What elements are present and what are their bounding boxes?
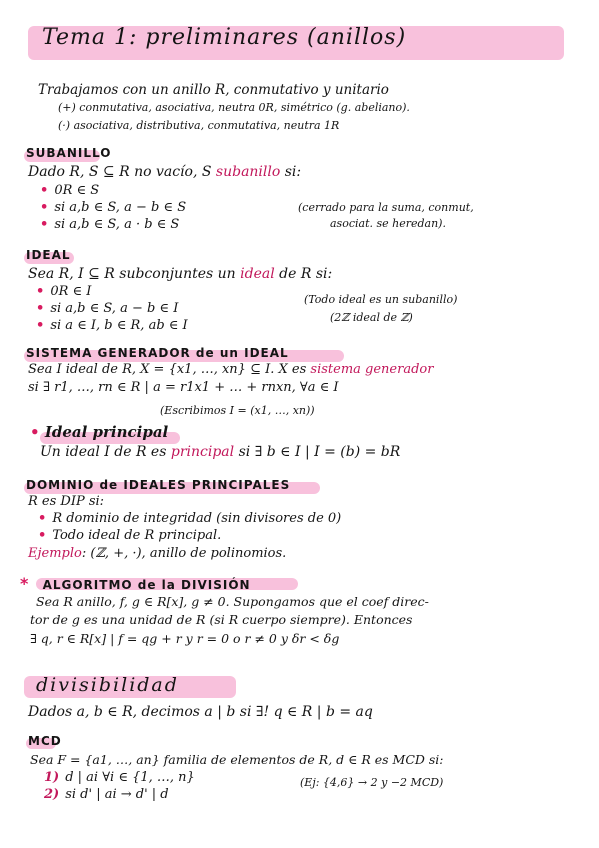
subanillo-heading: SUBANILLO (26, 146, 112, 160)
ideal-item-3 (36, 318, 188, 334)
ideal-note-2: (2ℤ ideal de ℤ) (330, 311, 413, 324)
mcd-heading: MCD (28, 734, 62, 748)
subanillo-definition (28, 164, 301, 180)
subanillo-def-start: Dado R, S ⊆ R no vacío, S (28, 164, 216, 180)
division-heading (20, 574, 251, 593)
mcd-item-2-number: 2) (44, 787, 60, 802)
subanillo-item-text: si a,b ∈ S, a − b ∈ S (54, 200, 187, 215)
principal-line-end: si ∃ b ∈ I | I = (b) = bR (234, 444, 401, 460)
ideal-def-start: Sea R, I ⊆ R subconjuntes un (28, 266, 241, 282)
ideal-item-1 (36, 284, 91, 300)
ideal-term: ideal (240, 266, 275, 282)
subanillo-def-end: si: (280, 164, 302, 180)
dip-item-2 (38, 528, 221, 544)
ideal-heading: IDEAL (26, 248, 71, 262)
subanillo-item-3 (40, 217, 179, 233)
mcd-item-1 (44, 770, 195, 786)
bullet-icon: • (38, 511, 47, 526)
principal-term: principal (170, 444, 235, 460)
dip-line-1: R es DIP si: (28, 494, 105, 509)
ideal-definition (28, 266, 332, 282)
principal-heading-text: Ideal principal (44, 423, 169, 441)
mcd-item-1-text: d | ai ∀i ∈ {1, …, n} (65, 770, 195, 785)
sistema-term: sistema generador (310, 362, 434, 377)
division-line-2: tor de g es una unidad de R (si R cuerpo siempre). Entonces (30, 612, 413, 627)
intro-line-3: (·) asociativa, distributiva, conmutativa, neutra 1R (58, 119, 340, 132)
divisibilidad-line: Dados a, b ∈ R, decimos a | b si ∃! q ∈ R | b = aq (28, 704, 373, 720)
division-line-1: Sea R anillo, f, g ∈ R[x], g ≠ 0. Supongamos que el coef direc- (36, 594, 429, 609)
subanillo-note-2: asociat. se heredan). (330, 217, 446, 230)
ideal-note-1: (Todo ideal es un subanillo) (304, 293, 458, 306)
dip-item-1 (38, 511, 341, 527)
subanillo-item-1 (40, 183, 99, 199)
bullet-icon: • (36, 301, 45, 316)
subanillo-item-2 (40, 200, 186, 216)
principal-line (40, 444, 400, 460)
ideal-item-text: 0R ∈ I (50, 284, 92, 299)
principal-line-start: Un ideal I de R es (40, 444, 171, 460)
bullet-icon: • (40, 200, 49, 215)
bullet-icon: • (40, 183, 49, 198)
bullet-icon: • (38, 528, 47, 543)
sistema-line-2: si ∃ r1, …, rn ∈ R | a = r1x1 + … + rnxn, ∀a ∈ I (28, 380, 339, 395)
division-line-3: ∃ q, r ∈ R[x] | f = qg + r y r = 0 o r ≠ 0 y δr < δg (30, 631, 340, 646)
ideal-item-text: si a,b ∈ S, a − b ∈ I (50, 301, 179, 316)
dip-item-text: R dominio de integridad (sin divisores de 0) (52, 511, 342, 526)
ideal-item-text: si a ∈ I, b ∈ R, ab ∈ I (50, 318, 188, 333)
ideal-def-end: de R si: (274, 266, 333, 282)
subanillo-item-text: 0R ∈ S (54, 183, 100, 198)
mcd-line-1: Sea F = {a1, …, an} familia de elementos de R, d ∈ R es MCD si: (30, 752, 444, 767)
division-heading-text: ALGORITMO de la DIVISIÓN (42, 578, 251, 592)
divisibilidad-heading: divisibilidad (36, 674, 179, 696)
asterisk-icon: * (20, 574, 30, 593)
bullet-icon: • (36, 284, 45, 299)
sistema-heading: SISTEMA GENERADOR de un IDEAL (26, 346, 289, 360)
dip-example-label: Ejemplo (28, 546, 82, 561)
sistema-line-1-start: Sea I ideal de R, X = {x1, …, xn} ⊆ I. X es (28, 362, 311, 377)
bullet-icon: • (40, 217, 49, 232)
dip-item-text: Todo ideal de R principal. (52, 528, 222, 543)
subanillo-term: subanillo (215, 164, 281, 180)
bullet-icon: • (30, 423, 40, 441)
mcd-item-1-number: 1) (44, 770, 60, 785)
mcd-item-2 (44, 787, 169, 803)
ideal-item-2 (36, 301, 178, 317)
page-title: Tema 1: preliminares (anillos) (42, 25, 407, 50)
sistema-line-3: (Escribimos I = (x1, …, xn)) (160, 404, 315, 417)
subanillo-item-text: si a,b ∈ S, a · b ∈ S (54, 217, 180, 232)
dip-example (28, 546, 286, 562)
dip-example-text: : (ℤ, +, ·), anillo de polinomios. (81, 546, 287, 561)
intro-line-1: Trabajamos con un anillo R, conmutativo y unitario (38, 82, 389, 98)
dip-heading: DOMINIO de IDEALES PRINCIPALES (26, 478, 291, 492)
intro-line-2: (+) conmutativa, asociativa, neutra 0R, simétrico (g. abeliano). (58, 101, 410, 114)
bullet-icon: • (36, 318, 45, 333)
mcd-item-2-text: si d' | ai → d' | d (65, 787, 169, 802)
mcd-note: (Ej: {4,6} → 2 y −2 MCD) (300, 776, 444, 789)
subanillo-note-1: (cerrado para la suma, conmut, (298, 201, 474, 214)
sistema-line-1 (28, 362, 433, 378)
principal-heading (30, 424, 168, 440)
